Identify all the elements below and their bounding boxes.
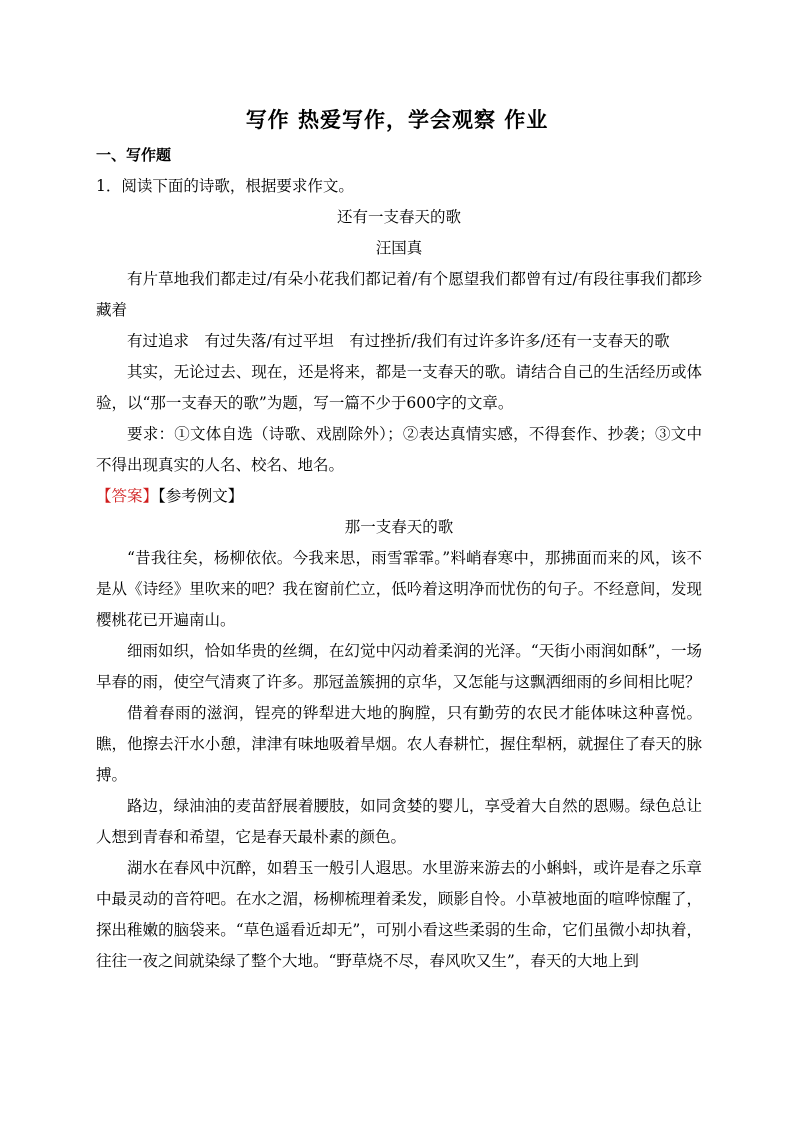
poem-line: 有片草地我们都走过/有朵小花我们都记着/有个愿望我们都曾有过/有段往事我们都珍藏着 bbox=[96, 270, 702, 319]
essay-title: 那一支春天的歌 bbox=[344, 518, 454, 536]
poem-line: 有过追求 有过失落/有过平坦 有过挫折/我们有过许多许多/还有一支春天的歌 bbox=[127, 332, 670, 350]
document-title: 写作 热爱写作，学会观察 作业 bbox=[245, 108, 549, 132]
document-body bbox=[96, 171, 702, 977]
essay-paragraph: 湖水在春风中沉醉，如碧玉一般引人遐思。水里游来游去的小蝌蚪，或许是春之乐章中最灵动的音符吧。在水之湄，杨柳梳理着柔发，顾影自怜。小草被地面的喧哗惊醒了，探出稚嫩的脑袋来。“草色遥看近却无”，可别小看这些柔弱的生命，它们虽微小却执着，往往一夜之间就染绿了整个大地。“野草烧不尽，春风吹又生”，春天的大地上到 bbox=[96, 859, 702, 970]
essay-paragraph: 细雨如织，恰如华贵的丝绸，在幻觉中闪动着柔润的光泽。“天街小雨润如酥”，一场早春的雨，使空气清爽了许多。那冠盖簇拥的京华，又怎能与这飘洒细雨的乡间相比呢？ bbox=[96, 642, 702, 691]
essay-paragraph: 路边，绿油油的麦苗舒展着腰肢，如同贪婪的婴儿，享受着大自然的恩赐。绿色总让人想到青春和希望，它是春天最朴素的颜色。 bbox=[96, 797, 702, 846]
poem-author: 汪国真 bbox=[375, 239, 423, 257]
question-intro: 1．阅读下面的诗歌，根据要求作文。 bbox=[96, 177, 354, 195]
question-prompt: 其实，无论过去、现在，还是将来，都是一支春天的歌。请结合自己的生活经历或体验，以“那一支春天的歌”为题，写一篇不少于600字的文章。 bbox=[96, 363, 702, 412]
question-requirements: 要求：①文体自选（诗歌、戏剧除外）；②表达真情实感，不得套作、抄袭；③文中不得出现真实的人名、校名、地名。 bbox=[96, 425, 702, 474]
poem-title: 还有一支春天的歌 bbox=[336, 208, 461, 226]
answer-tag: 【答案】 bbox=[96, 487, 159, 505]
essay-paragraph: 借着春雨的滋润，锃亮的铧犁进大地的胸膛，只有勤劳的农民才能体味这种喜悦。瞧，他擦去汗水小憩，津津有味地吸着旱烟。农人春耕忙，握住犁柄，就握住了春天的脉搏。 bbox=[96, 704, 702, 784]
answer-label: 【参考例文】 bbox=[158, 487, 244, 505]
answer-header bbox=[96, 481, 702, 512]
essay-paragraph: “昔我往矣，杨柳依依。今我来思，雨雪霏霏。”料峭春寒中，那拂面而来的风，该不是从《诗经》里吹来的吧？我在窗前伫立，低吟着这明净而忧伤的句子。不经意间，发现樱桃花已开遍南山。 bbox=[96, 549, 702, 629]
section-heading: 一、写作题 bbox=[96, 146, 172, 164]
